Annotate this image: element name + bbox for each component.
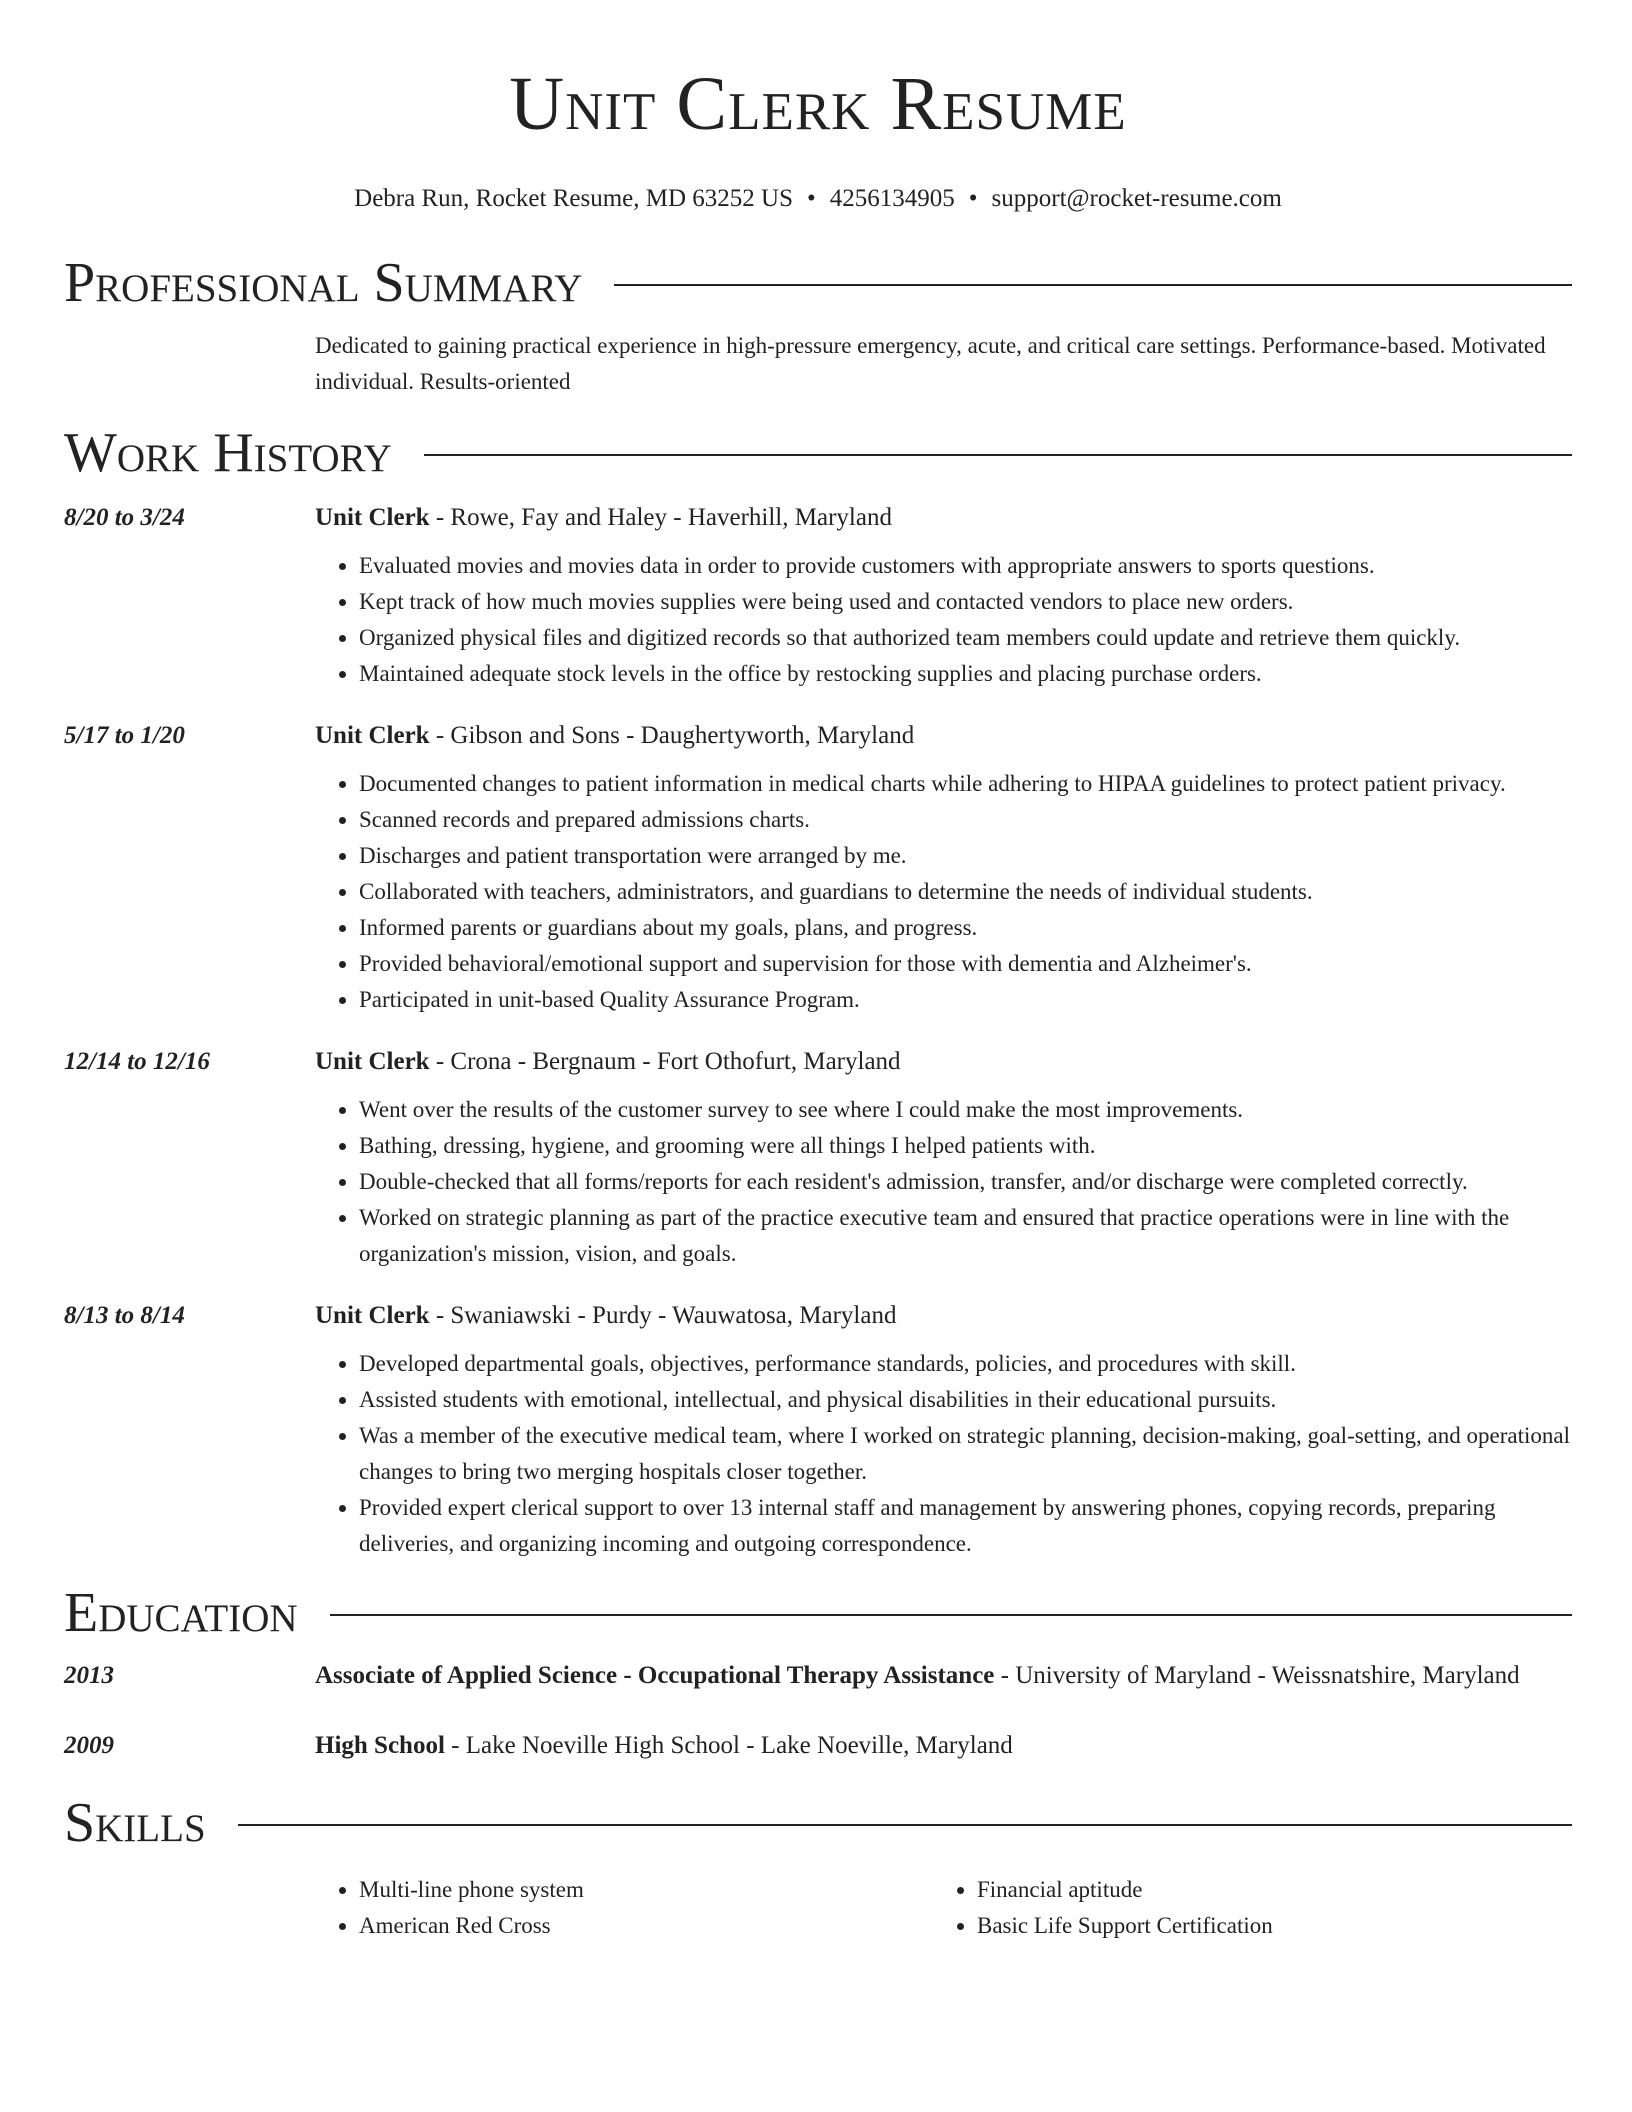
job-bullets [315, 766, 1572, 1018]
job-entry [64, 1296, 1572, 1562]
education-section-header [64, 1582, 1572, 1644]
job-heading [315, 1042, 1572, 1082]
list-item: • Maintained adequate stock levels in the office by restocking supplies and placing purchase orders. [359, 656, 1572, 692]
skills-column-right [933, 1872, 1551, 1944]
list-item: • Collaborated with teachers, administrators, and guardians to determine the needs of individual students. [359, 874, 1572, 910]
summary-text: Dedicated to gaining practical experience in high-pressure emergency, acute, and critical care settings. Performance-based. Motivated individual. Results-oriented [315, 333, 1546, 394]
education-heading [315, 1726, 1572, 1766]
list-item: • Developed departmental goals, objectives, performance standards, policies, and procedures with skill. [359, 1346, 1572, 1382]
list-item: • Organized physical files and digitized records so that authorized team members could update and retrieve them quickly. [359, 620, 1572, 656]
skill-item: • Basic Life Support Certification [977, 1908, 1551, 1944]
job-employer: - Swaniawski - Purdy - Wauwatosa, Maryland [429, 1302, 897, 1329]
job-body [315, 498, 1572, 692]
job-title: Unit Clerk [315, 1048, 430, 1075]
education-entry [64, 1726, 1572, 1766]
list-item: • Participated in unit-based Quality Assurance Program. [359, 982, 1572, 1018]
job-entry [64, 716, 1572, 1018]
job-title: Unit Clerk [315, 722, 430, 749]
skills-list [315, 1872, 1572, 1944]
list-item: • Documented changes to patient information in medical charts while adhering to HIPAA guidelines to protect patient privacy. [359, 766, 1572, 802]
list-item: • Was a member of the executive medical team, where I worked on strategic planning, decision-making, goal-setting, and operational changes to bring two merging hospitals closer together. [359, 1418, 1572, 1490]
contact-address: Debra Run, Rocket Resume, MD 63252 US [354, 185, 793, 212]
section-divider [238, 1824, 1572, 1826]
job-heading [315, 498, 1572, 538]
education-entry [64, 1656, 1572, 1696]
job-entry [64, 1042, 1572, 1272]
list-item: • Kept track of how much movies supplies were being used and contacted vendors to place new orders. [359, 584, 1572, 620]
job-dates: 5/17 to 1/20 [64, 722, 185, 749]
resume-title: Unit Clerk Resume [509, 62, 1127, 146]
job-title: Unit Clerk [315, 1302, 430, 1329]
job-body [315, 1042, 1572, 1272]
job-employer: - Gibson and Sons - Daughertyworth, Maryland [429, 722, 915, 749]
contact-separator: • [968, 185, 978, 212]
job-bullets [315, 1092, 1572, 1272]
skills-column-left [315, 1872, 933, 1944]
contact-email: support@rocket-resume.com [991, 185, 1282, 212]
list-item: • Evaluated movies and movies data in order to provide customers with appropriate answers to sports questions. [359, 548, 1572, 584]
job-bullets [315, 1346, 1572, 1562]
section-title-summary: Professional Summary [64, 252, 583, 314]
list-item: • Went over the results of the customer survey to see where I could make the most improvements. [359, 1092, 1572, 1128]
section-divider [330, 1614, 1572, 1616]
education-degree: High School [315, 1732, 445, 1759]
list-item: • Scanned records and prepared admissions charts. [359, 802, 1572, 838]
job-title: Unit Clerk [315, 504, 430, 531]
resume-page [64, 0, 1572, 1944]
education-year: 2009 [64, 1732, 114, 1759]
skill-item: • Financial aptitude [977, 1872, 1551, 1908]
contact-separator: • [807, 185, 816, 212]
job-body [315, 716, 1572, 1018]
job-entry [64, 498, 1572, 692]
education-body [315, 1726, 1572, 1766]
education-degree: Associate of Applied Science - Occupational Therapy Assistance [315, 1662, 995, 1689]
job-employer: - Crona - Bergnaum - Fort Othofurt, Maryland [429, 1048, 901, 1075]
job-heading [315, 1296, 1572, 1336]
skills-section-header [64, 1792, 1572, 1854]
education-school: - Lake Noeville High School - Lake Noeville, Maryland [444, 1732, 1013, 1759]
job-employer: - Rowe, Fay and Haley - Haverhill, Maryland [429, 504, 892, 531]
contact-line [64, 184, 1572, 214]
education-heading [315, 1656, 1572, 1696]
list-item: • Provided behavioral/emotional support and supervision for those with dementia and Alzheimer's. [359, 946, 1572, 982]
job-heading [315, 716, 1572, 756]
job-dates: 8/13 to 8/14 [64, 1302, 185, 1329]
skill-item: • American Red Cross [359, 1908, 933, 1944]
education-body [315, 1656, 1572, 1696]
list-item: • Discharges and patient transportation were arranged by me. [359, 838, 1572, 874]
summary-section-header [64, 252, 1572, 314]
list-item: • Informed parents or guardians about my goals, plans, and progress. [359, 910, 1572, 946]
job-bullets [315, 548, 1572, 692]
list-item: • Bathing, dressing, hygiene, and grooming were all things I helped patients with. [359, 1128, 1572, 1164]
section-title-skills: Skills [64, 1792, 206, 1854]
job-dates: 12/14 to 12/16 [64, 1048, 210, 1075]
list-item: • Double-checked that all forms/reports for each resident's admission, transfer, and/or discharge were completed correctly. [359, 1164, 1572, 1200]
work-section-header [64, 422, 1572, 484]
education-year: 2013 [64, 1662, 114, 1689]
list-item: • Worked on strategic planning as part of the practice executive team and ensured that practice operations were in line with the organization's mission, vision, and goals. [359, 1200, 1572, 1272]
section-title-work: Work History [64, 422, 392, 484]
list-item: • Provided expert clerical support to over 13 internal staff and management by answering phones, copying records, preparing deliveries, and organizing incoming and outgoing correspondence. [359, 1490, 1572, 1562]
education-school: - University of Maryland - Weissnatshire, Maryland [994, 1662, 1520, 1689]
section-title-education: Education [64, 1582, 298, 1644]
job-body [315, 1296, 1572, 1562]
section-divider [424, 454, 1572, 456]
list-item: • Assisted students with emotional, intellectual, and physical disabilities in their educational pursuits. [359, 1382, 1572, 1418]
job-dates: 8/20 to 3/24 [64, 504, 185, 531]
contact-phone: 4256134905 [829, 185, 955, 212]
skill-item: • Multi-line phone system [359, 1872, 933, 1908]
section-divider [614, 284, 1572, 286]
